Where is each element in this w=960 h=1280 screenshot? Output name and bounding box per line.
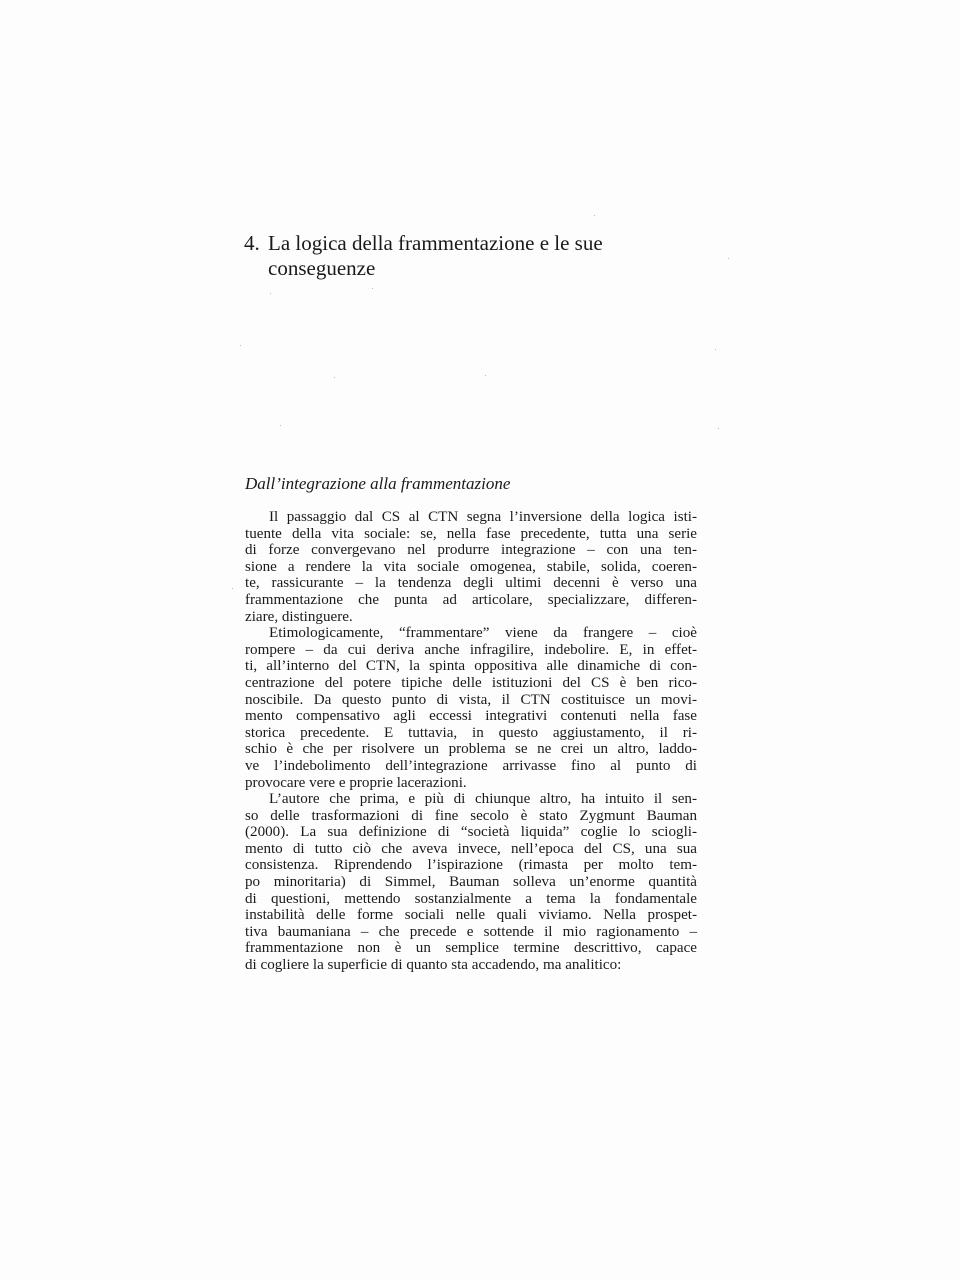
text-line: ziare, distinguere. [245,608,353,625]
chapter-title-line-2: conseguenze [268,256,376,280]
text-line: mento compensativo agli eccessi integrativi contenuti nella fase [245,708,697,725]
section-heading: Dall’integrazione alla frammentazione [245,474,511,493]
text-line: sione a rendere la vita sociale omogenea, stabile, solida, coeren- [245,558,697,575]
text-line: ti, all’interno del CTN, la spinta oppositiva alle dinamiche di con- [245,658,697,675]
scan-speck [728,258,729,259]
scan-speck [334,377,335,378]
text-line: frammentazione che punta ad articolare, specializzare, differen- [245,591,697,608]
text-line: tuente della vita sociale: se, nella fase precedente, tutta una serie [245,525,697,542]
scan-speck [270,293,271,294]
text-line: di forze convergevano nel produrre integrazione – con una ten- [245,542,697,559]
text-line: di questioni, mettendo sostanzialmente a tema la fondamentale [245,890,697,907]
scan-speck [240,345,241,346]
scan-speck [232,588,233,589]
text-line: L’autore che prima, e più di chiunque altro, ha intuito il sen- [269,791,697,808]
text-line: po minoritaria) di Simmel, Bauman solleva un’enorme quantità [245,874,697,891]
text-line: mento di tutto ciò che aveva invece, nell’epoca del CS, una sua [245,840,697,857]
text-line: Etimologicamente, “frammentare” viene da frangere – cioè [269,625,697,642]
chapter-title [244,231,704,281]
paragraph [245,625,697,791]
text-line: di cogliere la superficie di quanto sta accadendo, ma analitico: [245,957,622,974]
scan-speck [485,375,486,376]
text-line: (2000). La sua definizione di “società liquida” coglie lo sciogli- [245,824,697,841]
text-line: ve l’indebolimento dell’integrazione arrivasse fino al punto di [245,757,697,774]
text-line: centrazione del potere tipiche delle istituzioni del CS è ben rico- [245,674,697,691]
body-text [245,509,697,974]
text-line: consistenza. Riprendendo l’ispirazione (rimasta per molto tem- [245,857,697,874]
scan-speck [594,215,595,216]
scan-speck [715,349,716,350]
text-line: noscibile. Da questo punto di vista, il CTN costituisce un movi- [245,691,697,708]
text-line: storica precedente. E tuttavia, in questo aggiustamento, il ri- [245,724,697,741]
text-line: tiva baumaniana – che precede e sottende il mio ragionamento – [245,923,697,940]
text-line: instabilità delle forme sociali nelle quali viviamo. Nella prospet- [245,907,697,924]
text-line: so delle trasformazioni di fine secolo è stato Zygmunt Bauman [245,807,697,824]
text-line: rompere – da cui deriva anche infragilire, indebolire. E, in effet- [245,641,697,658]
scan-speck [718,428,719,429]
text-line: frammentazione non è un semplice termine descrittivo, capace [245,940,697,957]
chapter-title-line-1: La logica della frammentazione e le sue [268,231,603,255]
paragraph [245,509,697,625]
scan-speck [280,425,281,426]
text-line: schio è che per risolvere un problema se ne crei un altro, laddo- [245,741,697,758]
scan-speck [372,288,373,289]
paragraph [245,791,697,974]
text-line: provocare vere e proprie lacerazioni. [245,774,467,791]
text-line: te, rassicurante – la tendenza degli ultimi decenni è verso una [245,575,697,592]
text-line: Il passaggio dal CS al CTN segna l’inversione della logica isti- [269,509,697,525]
chapter-number: 4. [244,231,260,255]
